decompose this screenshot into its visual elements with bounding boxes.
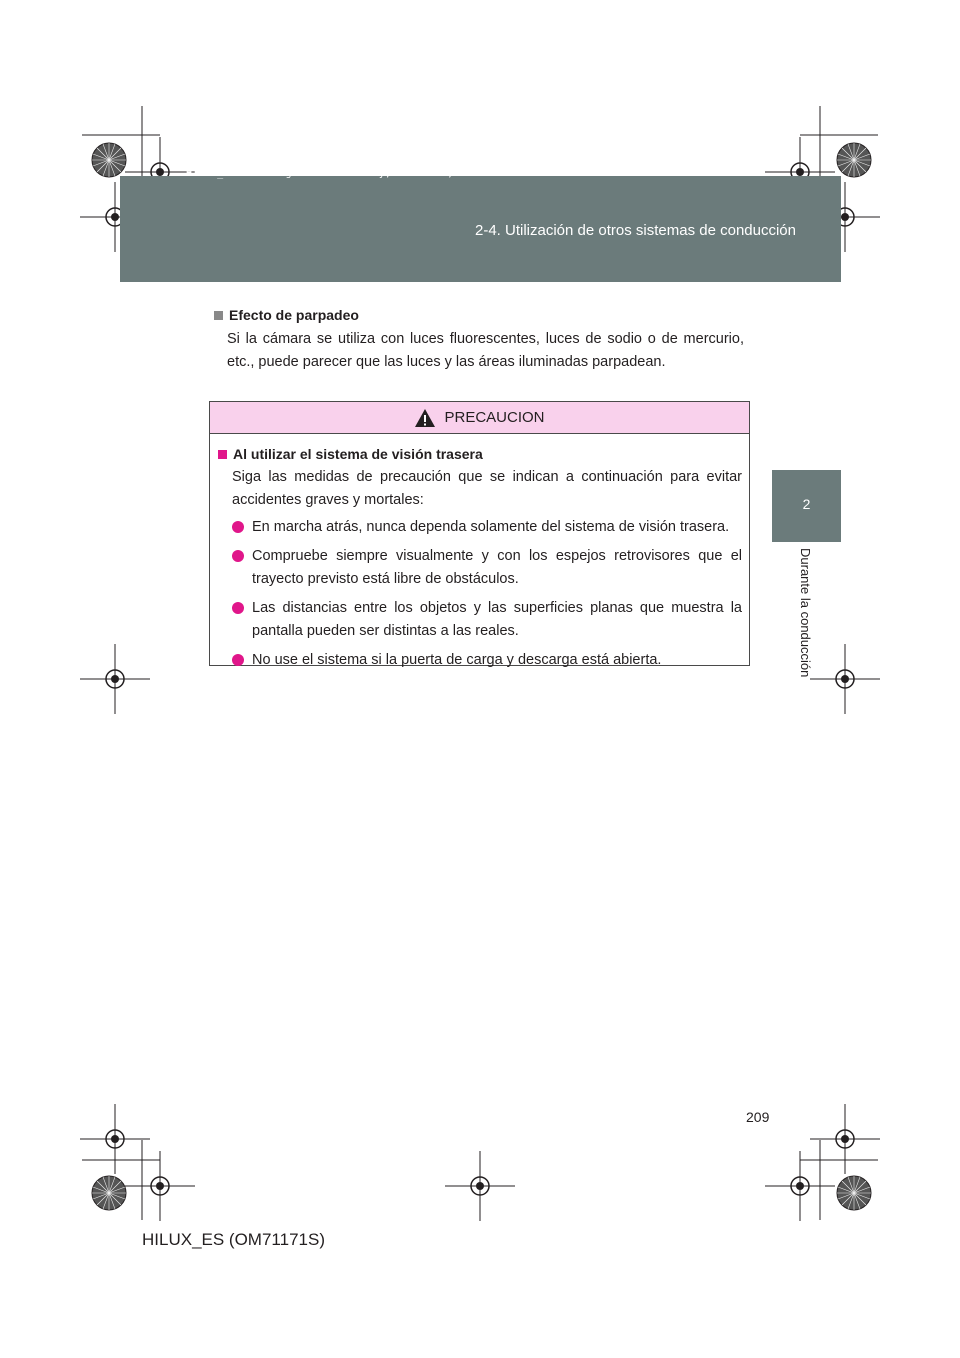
section-title: 2-4. Utilización de otros sistemas de conducción <box>475 222 796 239</box>
square-bullet-icon <box>214 311 223 320</box>
chapter-number: 2 <box>802 496 811 512</box>
list-item: No use el sistema si la puerta de carga y descarga está abierta. <box>232 649 742 672</box>
warning-triangle-icon <box>414 408 436 428</box>
list-item: Las distancias entre los objetos y las superficies planas que muestra la pantalla pueden ser distintas a las reales. <box>232 597 742 643</box>
section-body: Si la cámara se utiliza con luces fluorescentes, luces de sodio o de mercurio, etc., puede parecer que las luces y las áreas iluminadas parpadean. <box>227 331 744 370</box>
list-item: En marcha atrás, nunca dependa solamente del sistema de visión trasera. <box>232 516 742 539</box>
caution-box <box>209 401 750 666</box>
print-stamp: HILUX_ES.book Page 209 Wednesday, March 23, 2011 4:15 PM <box>186 168 535 179</box>
chapter-tab <box>772 470 841 542</box>
caution-title: PRECAUCION <box>444 409 545 426</box>
square-bullet-icon <box>218 450 227 459</box>
document-code: HILUX_ES (OM71171S) <box>142 1230 325 1249</box>
caution-subheading <box>218 446 742 462</box>
caution-intro: Siga las medidas de precaución que se indican a continuación para evitar accidentes graves y mortales: <box>232 469 742 508</box>
list-item: Compruebe siempre visualmente y con los espejos retrovisores que el trayecto previsto está libre de obstáculos. <box>232 545 742 591</box>
section-heading <box>214 307 744 323</box>
chapter-label <box>797 548 817 708</box>
caution-body <box>210 434 749 672</box>
page-number: 209 <box>746 1109 770 1125</box>
chapter-label-text: Durante la conducción <box>798 548 813 678</box>
caution-list <box>218 516 742 672</box>
caution-header <box>210 402 749 434</box>
header-band <box>120 176 841 282</box>
section-heading-text: Efecto de parpadeo <box>229 307 359 323</box>
section-efecto-parpadeo <box>214 307 744 374</box>
caution-subheading-text: Al utilizar el sistema de visión trasera <box>233 446 483 462</box>
